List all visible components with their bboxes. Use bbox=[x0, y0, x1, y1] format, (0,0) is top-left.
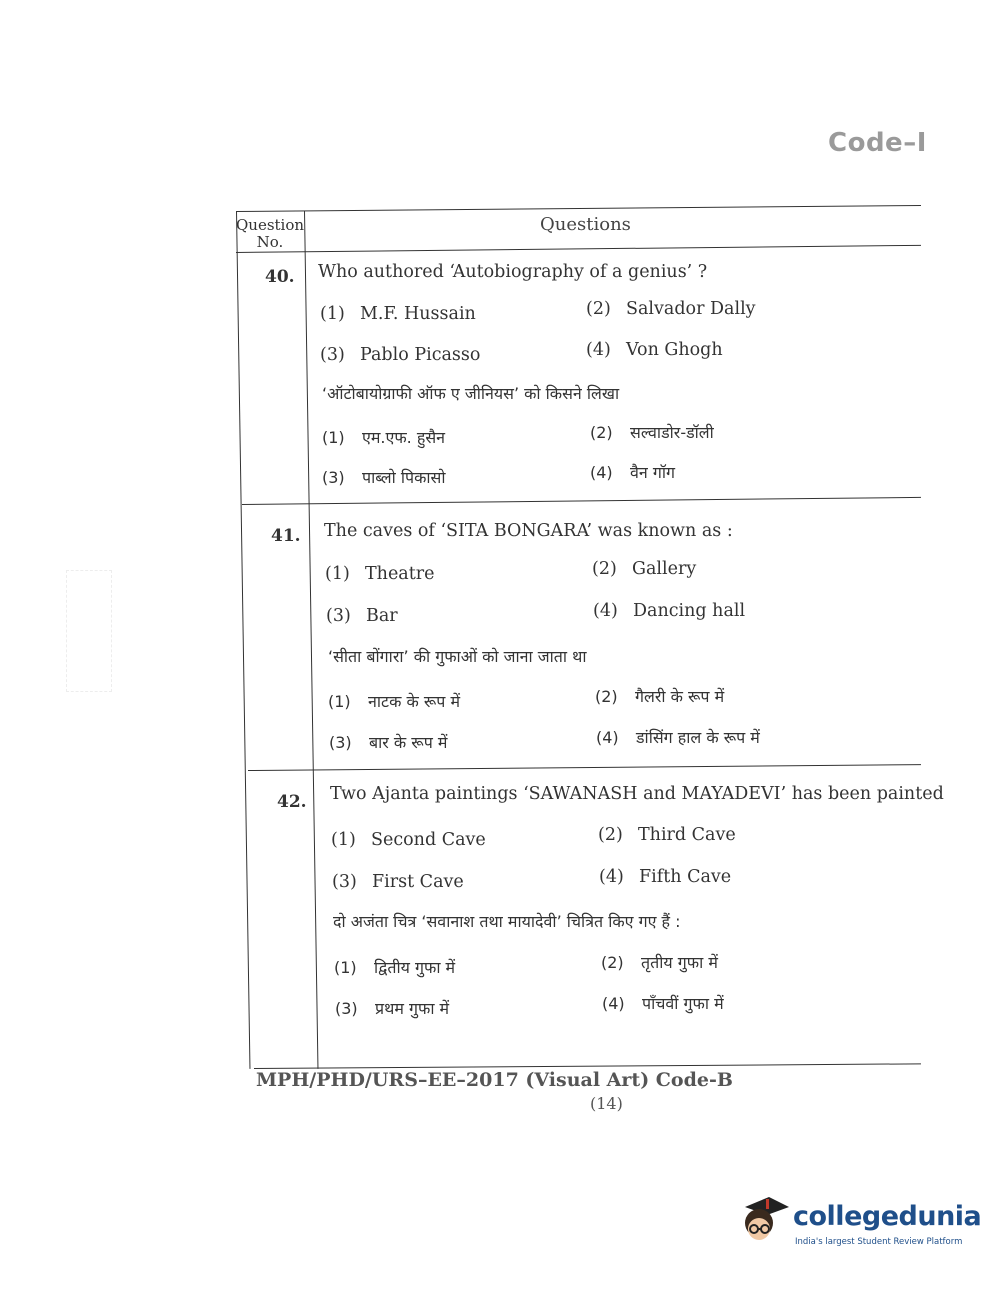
option-text: Von Ghogh bbox=[626, 340, 723, 360]
q42-option-1-hi bbox=[334, 956, 455, 978]
option-num: (4) bbox=[586, 340, 611, 360]
q40-option-3-hi bbox=[322, 466, 446, 488]
question-40-text-en: Who authored ‘Autobiography of a genius’ ? bbox=[318, 262, 708, 282]
option-text: द्वितीय गुफा में bbox=[374, 958, 456, 977]
row-divider-40 bbox=[242, 497, 921, 505]
option-text: Pablo Picasso bbox=[360, 345, 481, 365]
q42-option-3-en bbox=[332, 872, 464, 892]
option-text: Second Cave bbox=[371, 830, 486, 850]
option-text: सल्वाडोर-डॉली bbox=[630, 423, 714, 442]
option-text: Gallery bbox=[632, 559, 697, 579]
q42-option-4-en bbox=[599, 867, 731, 887]
option-num: (3) bbox=[326, 606, 351, 626]
table-left-border bbox=[236, 211, 250, 1069]
option-text: प्रथम गुफा में bbox=[375, 999, 450, 1018]
option-num: (2) bbox=[590, 423, 613, 442]
logo-tagline: India's largest Student Review Platform bbox=[795, 1237, 963, 1247]
option-text: Salvador Dally bbox=[626, 299, 756, 319]
header-qno-line1: Question bbox=[236, 216, 305, 234]
question-41-text-en: The caves of ‘SITA BONGARA’ was known as : bbox=[324, 521, 733, 541]
option-text: बार के रूप में bbox=[369, 733, 448, 752]
q40-option-4-hi bbox=[590, 461, 675, 483]
question-number-40: 40. bbox=[265, 267, 295, 287]
header-qno-line2: No. bbox=[256, 233, 284, 251]
option-num: (1) bbox=[331, 830, 356, 850]
question-41-text-hi: ‘सीता बोंगारा’ की गुफाओं को जाना जाता था bbox=[328, 647, 587, 666]
header-question-no bbox=[236, 217, 304, 251]
option-num: (3) bbox=[320, 345, 345, 365]
option-num: (4) bbox=[593, 601, 618, 621]
q42-option-3-hi bbox=[335, 997, 449, 1019]
question-40-text-hi: ‘ऑटोबायोग्राफी ऑफ ए जीनियस’ को किसने लिखा bbox=[322, 384, 620, 403]
option-text: वैन गॉग bbox=[630, 463, 676, 482]
question-number-41: 41. bbox=[271, 526, 301, 546]
option-num: (4) bbox=[596, 728, 619, 747]
option-text: पाँचवीं गुफा में bbox=[642, 994, 724, 1013]
option-text: Fifth Cave bbox=[639, 867, 732, 887]
q41-option-3-en bbox=[326, 606, 398, 626]
q42-option-2-hi bbox=[601, 951, 718, 973]
column-divider bbox=[304, 211, 318, 1069]
option-num: (2) bbox=[598, 825, 623, 845]
q41-option-2-hi bbox=[595, 685, 724, 707]
option-text: First Cave bbox=[372, 872, 464, 892]
header-questions: Questions bbox=[540, 214, 631, 235]
option-num: (2) bbox=[595, 687, 618, 706]
option-num: (1) bbox=[325, 564, 350, 584]
page-code-label: Code–I bbox=[828, 128, 927, 158]
option-num: (3) bbox=[332, 872, 357, 892]
q41-option-2-en bbox=[592, 559, 696, 579]
q42-option-2-en bbox=[598, 825, 736, 845]
question-number-42: 42. bbox=[277, 792, 307, 812]
option-num: (2) bbox=[601, 953, 624, 972]
q41-option-3-hi bbox=[329, 731, 447, 753]
q42-option-4-hi bbox=[602, 992, 724, 1014]
option-num: (1) bbox=[320, 304, 345, 324]
option-text: पाब्लो पिकासो bbox=[362, 468, 446, 487]
q40-option-1-en bbox=[320, 304, 476, 324]
row-divider-41 bbox=[248, 764, 921, 771]
option-num: (3) bbox=[329, 733, 352, 752]
mascot-icon bbox=[735, 1193, 791, 1249]
collegedunia-logo bbox=[735, 1193, 982, 1263]
option-num: (3) bbox=[335, 999, 358, 1018]
q40-option-2-hi bbox=[590, 421, 714, 443]
option-text: Dancing hall bbox=[633, 601, 746, 621]
option-num: (4) bbox=[599, 867, 624, 887]
option-num: (3) bbox=[322, 468, 345, 487]
q41-option-4-en bbox=[593, 601, 745, 621]
faint-stamp-mark bbox=[66, 570, 112, 692]
logo-wordmark: collegedunia bbox=[793, 1201, 982, 1232]
question-42-text-en: Two Ajanta paintings ‘SAWANASH and MAYADEVI’ has been painted bbox=[330, 784, 944, 804]
q40-option-3-en bbox=[320, 345, 480, 365]
option-num: (4) bbox=[602, 994, 625, 1013]
option-num: (1) bbox=[334, 958, 357, 977]
option-num: (2) bbox=[586, 299, 611, 319]
question-42-text-hi: दो अजंता चित्र ‘सवानाश तथा मायादेवी’ चित्रित किए गए हैं : bbox=[333, 912, 681, 931]
option-num: (1) bbox=[328, 692, 351, 711]
option-text: डांसिंग हाल के रूप में bbox=[636, 728, 760, 747]
page-number: (14) bbox=[590, 1094, 623, 1113]
table-top-border bbox=[236, 205, 921, 212]
option-text: एम.एफ. हुसैन bbox=[362, 428, 446, 447]
header-bottom-border bbox=[236, 245, 921, 253]
q41-option-1-en bbox=[325, 564, 435, 584]
q41-option-1-hi bbox=[328, 690, 460, 712]
option-num: (4) bbox=[590, 463, 613, 482]
option-num: (2) bbox=[592, 559, 617, 579]
q40-option-2-en bbox=[586, 299, 756, 319]
footer-exam-code: MPH/PHD/URS–EE–2017 (Visual Art) Code-B bbox=[256, 1069, 733, 1091]
option-text: Theatre bbox=[365, 564, 435, 584]
option-num: (1) bbox=[322, 428, 345, 447]
q41-option-4-hi bbox=[596, 726, 760, 748]
option-text: नाटक के रूप में bbox=[368, 692, 461, 711]
option-text: Third Cave bbox=[638, 825, 736, 845]
q40-option-4-en bbox=[586, 340, 723, 360]
option-text: Bar bbox=[366, 606, 398, 626]
option-text: तृतीय गुफा में bbox=[641, 953, 718, 972]
option-text: गैलरी के रूप में bbox=[635, 687, 725, 706]
option-text: M.F. Hussain bbox=[360, 304, 476, 324]
q40-option-1-hi bbox=[322, 426, 445, 448]
q42-option-1-en bbox=[331, 830, 486, 850]
